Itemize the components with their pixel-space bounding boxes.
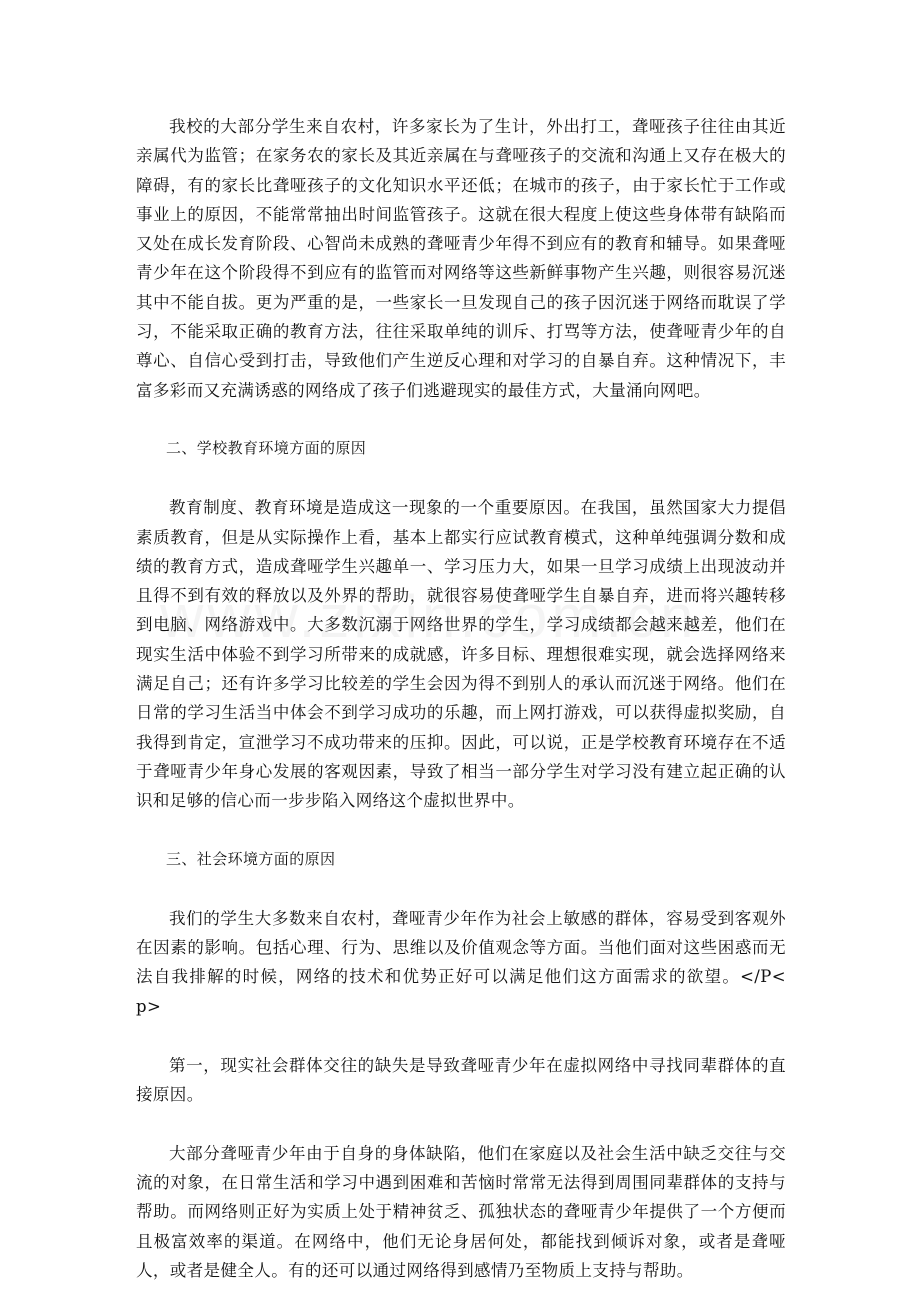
paragraph-peer-support: 大部分聋哑青少年由于自身的身体缺陷，他们在家庭以及社会生活中缺乏交往与交流的对象，在日常生活和学习中遇到困难和苦恼时常常无法得到周围同辈群体的支持与帮助。而网络则正好为实质上处于精神贫乏、孤独状态的聋哑青少年提供了一个方便而且极富效率的渠道。在网络中，他们无论身居何处，都能找到倾诉对象，或者是聋哑人，或者是健全人。有的还可以通过网络得到感情乃至物质上支持与帮助。 <box>136 1143 786 1280</box>
paragraph-school-environment: 教育制度、教育环境是造成这一现象的一个重要原因。在我国，虽然国家大力提倡素质教育，但是从实际操作上看，基本上都实行应试教育模式，这种单纯强调分数和成绩的教育方式，造成聋哑学生兴趣单一、学习压力大，如果一旦学习成绩上出现波动并且得不到有效的释放以及外界的帮助，就很容易使聋哑学生自暴自弃，进而将兴趣转移到电脑、网络游戏中。大多数沉溺于网络世界的学生，学习成绩都会越来越差，他们在现实生活中体验不到学习所带来的成就感，许多目标、理想很难实现，就会选择网络来满足自己；还有许多学习比较差的学生会因为得不到别人的承认而沉迷于网络。他们在日常的学习生活当中体会不到学习成功的乐趣，而上网打游戏，可以获得虚拟奖励，自我得到肯定，宣泄学习不成功带来的压抑。因此，可以说，正是学校教育环境存在不适于聋哑青少年身心发展的客观因素，导致了相当一部分学生对学习没有建立起正确的认识和足够的信心而一步步陷入网络这个虚拟世界中。 <box>136 498 786 811</box>
paragraph-first-point: 第一，现实社会群体交往的缺失是导致聋哑青少年在虚拟网络中寻找同辈群体的直接原因。 <box>136 1055 786 1104</box>
paragraph-society-environment: 我们的学生大多数来自农村，聋哑青少年作为社会上敏感的群体，容易受到客观外在因素的影响。包括心理、行为、思维以及价值观念等方面。当他们面对这些困惑而无法自我排解的时候，网络的技术和优势正好可以满足他们这方面需求的欲望。</P< p> <box>136 908 786 1016</box>
section-heading-society: 三、社会环境方面的原因 <box>166 850 336 869</box>
section-heading-school: 二、学校教育环境方面的原因 <box>166 439 367 458</box>
paragraph-family-supervision: 我校的大部分学生来自农村，许多家长为了生计，外出打工，聋哑孩子往往由其近亲属代为监管；在家务农的家长及其近亲属在与聋哑孩子的交流和沟通上又存在极大的障碍，有的家长比聋哑孩子的文化知识水平还低；在城市的孩子，由于家长忙于工作或事业上的原因，不能常常抽出时间监管孩子。这就在很大程度上使这些身体带有缺陷而又处在成长发育阶段、心智尚未成熟的聋哑青少年得不到应有的教育和辅导。如果聋哑青少年在这个阶段得不到应有的监管而对网络等这些新鲜事物产生兴趣，则很容易沉迷其中不能自拔。更为严重的是，一些家长一旦发现自己的孩子因沉迷于网络而耽误了学习，不能采取正确的教育方法，往往采取单纯的训斥、打骂等方法，使聋哑青少年的自尊心、自信心受到打击，导致他们产生逆反心理和对学习的自暴自弃。这种情况下，丰富多彩而又充满诱惑的网络成了孩子们逃避现实的最佳方式，大量涌向网吧。 <box>136 117 786 400</box>
document-body <box>136 112 786 1315</box>
